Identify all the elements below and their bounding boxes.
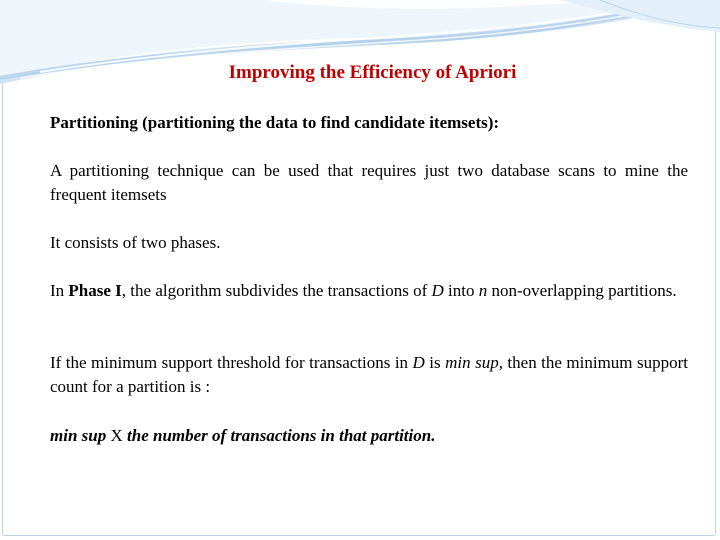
formula-multiply: X <box>110 426 123 445</box>
text-run: is <box>424 353 446 372</box>
section-heading: Partitioning (partitioning the data to find candidate itemsets): <box>50 113 500 132</box>
variable-d: D <box>412 353 425 372</box>
paragraph-min-support <box>50 351 688 399</box>
variable-min-sup: min sup, <box>445 353 503 372</box>
slide-title: Improving the Efficiency of Apriori <box>228 62 517 83</box>
variable-d: D <box>431 281 444 300</box>
text-run: , the algorithm subdivides the transactions of <box>121 281 432 300</box>
variable-n: n <box>478 281 488 300</box>
text-run: non-overlapping partitions. <box>487 281 677 300</box>
paragraph-partitioning-technique: A partitioning technique can be used that requires just two database scans to mine the frequent itemsets <box>50 161 688 204</box>
text-run: If the minimum support threshold for transactions in <box>50 353 413 372</box>
text-run: then the minimum support count for a partition is : <box>50 353 689 396</box>
text-run: into <box>443 281 479 300</box>
paragraph-two-phases: It consists of two phases. <box>50 233 221 252</box>
text-run: In <box>50 281 69 300</box>
formula-line <box>50 424 688 448</box>
formula-rest: the number of transactions in that partition. <box>122 426 436 445</box>
paragraph-phase-one <box>50 279 688 303</box>
formula-min-sup: min sup <box>50 426 111 445</box>
phase-label: Phase I <box>68 281 122 300</box>
